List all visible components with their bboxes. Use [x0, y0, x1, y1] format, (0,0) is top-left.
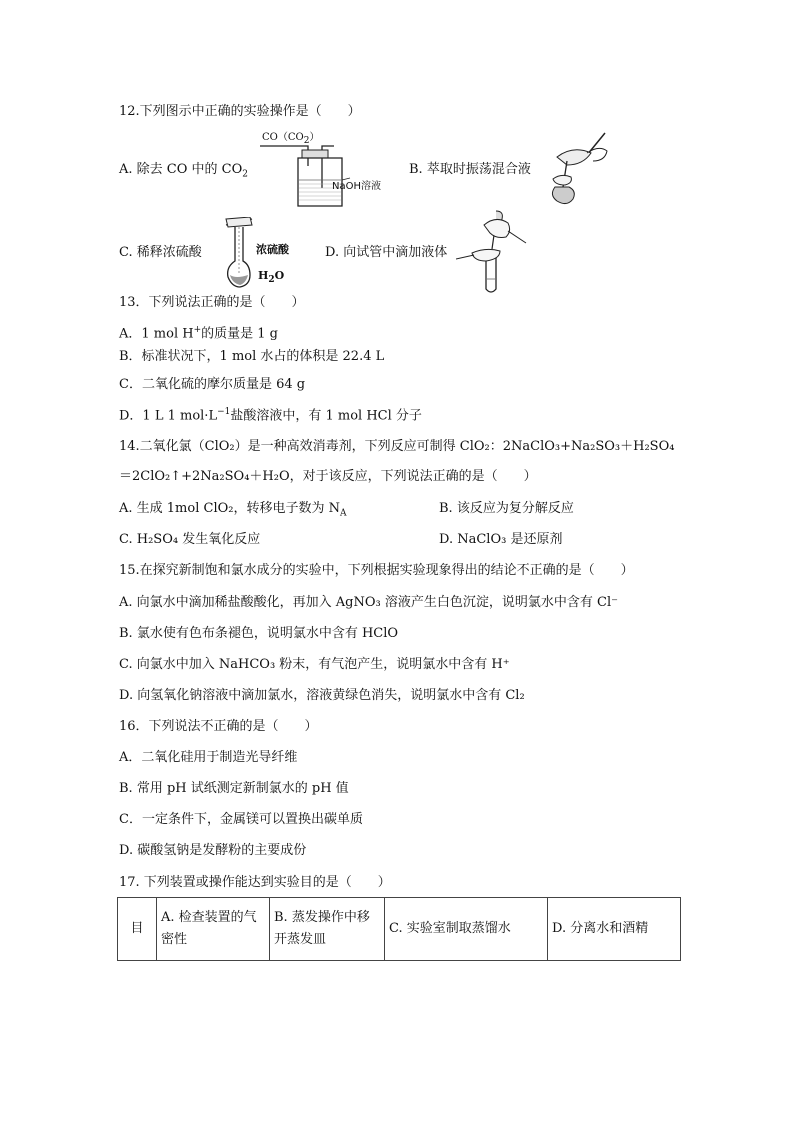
q12-option-c: C. 稀释浓硫酸	[119, 245, 202, 260]
q17-cell-c: C. 实验室制取蒸馏水	[385, 898, 548, 961]
gas-washing-bottle-figure	[258, 128, 388, 210]
dropper-test-tube-icon	[456, 209, 528, 295]
q12-option-a-sub: 2	[242, 169, 248, 180]
q12-option-d: D. 向试管中滴加液体	[325, 245, 448, 260]
q15-option-a: A. 向氯水中滴加稀盐酸酸化，再加入 AgNO₃ 溶液产生白色沉淀，说明氯水中含有 Cl⁻	[119, 595, 618, 610]
q17-cell-b: B. 蒸发操作中移 开蒸发皿	[270, 898, 385, 961]
q14-option-b: B. 该反应为复分解反应	[439, 501, 574, 516]
q12-option-a	[119, 161, 248, 184]
q16-option-c: C．一定条件下，金属镁可以置换出碳单质	[119, 812, 363, 827]
q16-option-d: D. 碳酸氢钠是发酵粉的主要成份	[119, 843, 307, 858]
q17-cell-d: D. 分离水和酒精	[548, 898, 681, 961]
fig-c-water-label: $H_2O$	[258, 269, 285, 286]
q14-stem-line2: ＝2ClO₂↑+2Na₂SO₄＋H₂O，对于该反应，下列说法正确的是（ ）	[119, 469, 537, 484]
q14-option-c: C. H₂SO₄ 发生氧化反应	[119, 532, 261, 547]
q17-stem: 17. 下列装置或操作能达到实验目的是（ ）	[119, 875, 391, 890]
q15-option-b: B. 氯水使有色布条褪色，说明氯水中含有 HClO	[119, 626, 399, 641]
fig-c-acid-label: 浓硫酸	[256, 243, 289, 256]
q17-table	[117, 897, 681, 961]
q17-col-purpose: 目	[118, 898, 157, 961]
flask-pour-icon	[222, 217, 256, 289]
shaking-funnel-icon	[543, 131, 615, 207]
q14-stem-line1: 14.二氧化氯（ClO₂）是一种高效消毒剂，下列反应可制得 ClO₂：2NaClO₃+Na₂SO₃＋H₂SO₄	[119, 439, 675, 454]
q13-option-c: C．二氧化硫的摩尔质量是 64 g	[119, 377, 306, 392]
q14-option-a: A. 生成 1mol ClO₂，转移电子数为 $N_A$	[119, 501, 347, 519]
q12-stem: 12.下列图示中正确的实验操作是（ ）	[119, 104, 361, 119]
q16-option-b: B. 常用 pH 试纸测定新制氯水的 pH 值	[119, 781, 349, 796]
separatory-funnel-figure	[543, 131, 615, 207]
q15-option-d: D. 向氢氧化钠溶液中滴加氯水，溶液黄绿色消失，说明氯水中含有 Cl₂	[119, 688, 525, 703]
q13-option-d: D．1 L 1 $mol\cdot L^{-1}$盐酸溶液中，有 1 mol HCl 分子	[119, 407, 422, 424]
q13-stem: 13．下列说法正确的是（ ）	[119, 295, 305, 310]
table-row	[118, 898, 681, 961]
fig-a-gas-label: $CO(CO_2)$	[262, 132, 320, 146]
fig-a-solution-label: NaOH溶液	[332, 181, 381, 192]
q13-option-a: A．1 mol H+的质量是 1 g	[119, 325, 278, 342]
dropper-figure	[456, 209, 528, 295]
q15-option-c: C. 向氯水中加入 NaHCO₃ 粉末，有气泡产生，说明氯水中含有 H⁺	[119, 657, 510, 672]
q13-option-b: B．标准状况下，1 mol 水占的体积是 22.4 L	[119, 349, 385, 364]
q16-stem: 16．下列说法不正确的是（ ）	[119, 719, 318, 734]
q14-option-d: D. NaClO₃ 是还原剂	[439, 532, 563, 547]
q16-option-a: A．二氧化硅用于制造光导纤维	[119, 750, 298, 765]
q12-option-a-text: A. 除去 CO 中的 CO	[119, 162, 243, 177]
q12-option-b: B. 萃取时振荡混合液	[409, 162, 531, 177]
q15-stem: 15.在探究新制饱和氯水成分的实验中，下列根据实验现象得出的结论不正确的是（ ）	[119, 563, 634, 578]
q17-cell-a: A. 检查装置的气 密性	[157, 898, 270, 961]
dilute-acid-figure	[222, 217, 289, 289]
